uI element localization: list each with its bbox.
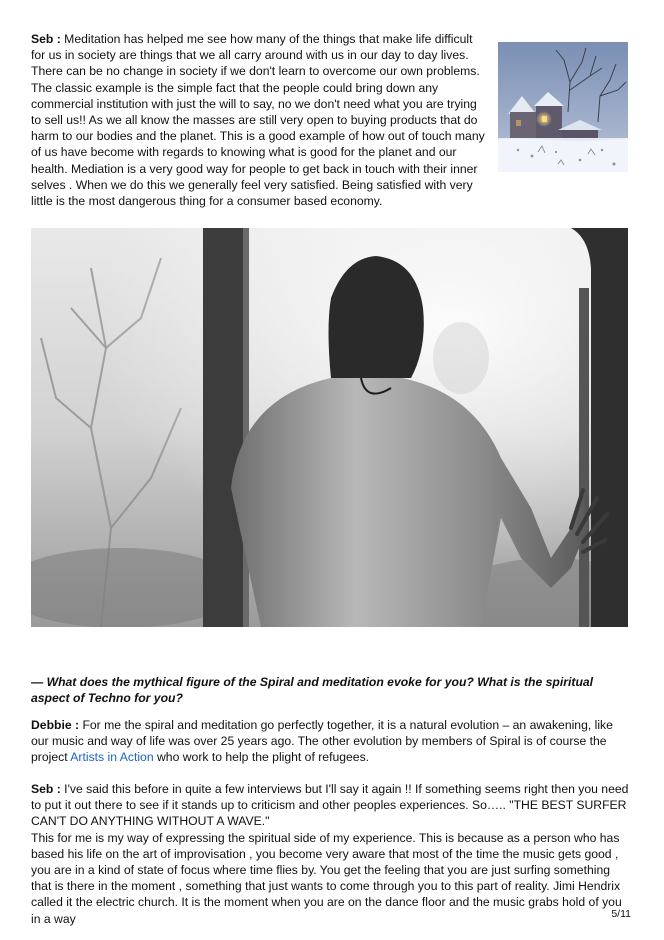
seb-answer <box>31 781 633 927</box>
speaker-label: Seb : <box>31 32 61 46</box>
speaker-label: Seb : <box>31 782 61 796</box>
snowy-house-photo <box>498 42 628 172</box>
intro-text: Meditation has helped me see how many of the things that make life difficult for us in society are things that we all carry around with us in our day to day lives. There can be no change in society if we don't learn to overcome our own problems. The classic example is the simple fact that the people could bring down any commercial institution with just the will to say, no we don't need what you are trying to sell us!! As we all know the masses are still very open to buying products that do harm to our bodies and the planet. This is a good example of how out of touch many of us have become with regards to knowing what is good for the planet and our health. Mediation is a very good way for people to get back in touch with their inner selves . When we do this we generally feel very satisfied. Being satisfied with very little is the most dangerous thing for a consumer based economy. <box>31 32 485 209</box>
artists-in-action-link[interactable]: Artists in Action <box>70 750 154 765</box>
speaker-label: Debbie : <box>31 718 80 732</box>
page-number: 5/11 <box>611 908 631 920</box>
debbie-text-after: who work to help the plight of refugees. <box>153 750 370 765</box>
intro-paragraph <box>31 31 486 209</box>
seb-answer-text: I've said this before in quite a few interviews but I'll say it again !! If something seems right then you need to put it out there to see if it stands up to criticism and other peoples experiences. So….. "THE BEST SURFER CAN'T DO ANYTHING WITHOUT A WAVE." <box>31 782 629 829</box>
man-at-window-photo <box>31 228 628 627</box>
interview-question: — What does the mythical figure of the Spiral and meditation evoke for you? What is the spiritual aspect of Techno for you? <box>31 675 594 706</box>
seb-answer-continuation: This for me is my way of expressing the spiritual side of my experience. This is because as a person who has based his life on the art of improvisation , you become very aware that most of the time the music gets good , you are in a kind of state of focus where time flies by. You get the feeling that you are just surfing something that is there in the moment , something that just wants to come through you to this part of reality. Jimi Hendrix called it the electric church. It is the moment when you are on the dance floor and the music grabs hold of you in a way <box>31 830 622 926</box>
debbie-text-before: For me the spiral and meditation go perfectly together, it is a natural evolution – an awakening, like our music and way of life was over 25 years ago. The other evolution by members of Spiral is of course the project <box>31 718 613 765</box>
debbie-answer <box>31 717 631 766</box>
seb-answer-paragraph <box>31 781 633 830</box>
